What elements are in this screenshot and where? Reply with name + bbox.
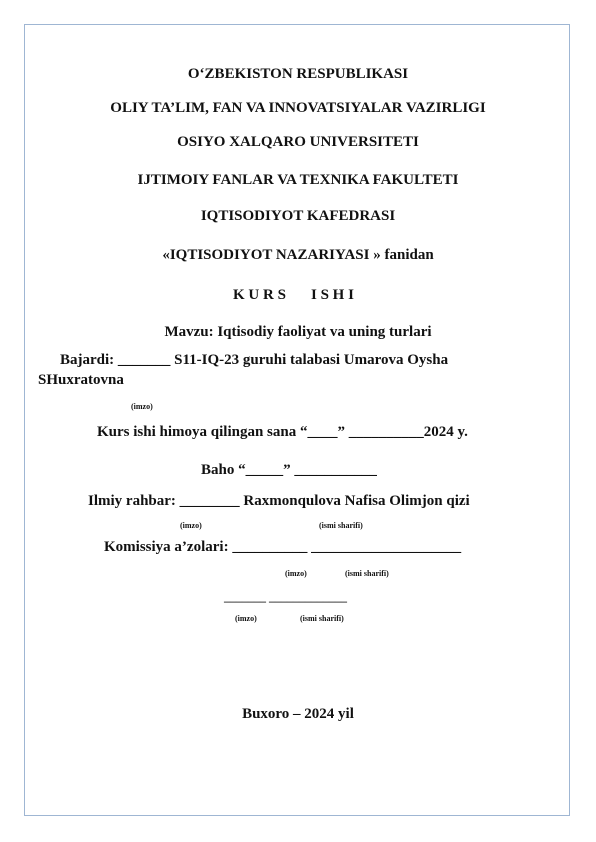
department-heading: IQTISODIYOT KAFEDRASI	[200, 208, 396, 224]
supervisor-imzo-caption: (imzo)	[180, 521, 202, 530]
title-ishi: I S H I	[311, 287, 354, 303]
commission-imzo-caption-2: (imzo)	[235, 614, 257, 623]
commission-ismi-caption-2: (ismi sharifi)	[300, 614, 344, 623]
commission-ismi-caption: (ismi sharifi)	[345, 569, 389, 578]
performer-line: Bajardi: _______ S11-IQ-23 guruhi talabasi Umarova Oysha	[60, 352, 449, 368]
republic-heading: O‘ZBEKISTON RESPUBLIKASI	[187, 66, 409, 82]
title-kurs: K U R S	[233, 287, 286, 303]
supervisor-ismi-caption: (ismi sharifi)	[319, 521, 363, 530]
performer-name-continued: SHuxratovna	[38, 372, 124, 388]
footer-city-year: Buxoro – 2024 yil	[242, 706, 354, 722]
faculty-heading: IJTIMOIY FANLAR VA TEXNIKA FAKULTETI	[137, 172, 459, 188]
commission-line: Komissiya a’zolari: __________ ____________________	[104, 539, 462, 555]
topic-line: Mavzu: Iqtisodiy faoliyat va uning turlari	[164, 324, 432, 340]
ministry-heading: OLIY TA’LIM, FAN VA INNOVATSIYALAR VAZIRLIGI	[110, 100, 486, 116]
university-heading: OSIYO XALQARO UNIVERSITETI	[177, 134, 419, 150]
commission-second-line: _______ _____________	[224, 590, 347, 604]
supervisor-line: Ilmiy rahbar: ________ Raxmonqulova Nafisa Olimjon qizi	[88, 493, 470, 509]
subject-line: «IQTISODIYOT NAZARIYASI » fanidan	[162, 247, 434, 263]
performer-imzo-caption: (imzo)	[131, 402, 153, 411]
grade-line: Baho “_____” ___________	[201, 462, 377, 478]
commission-imzo-caption: (imzo)	[285, 569, 307, 578]
defense-date-line: Kurs ishi himoya qilingan sana “____” __________2024 y.	[97, 424, 468, 440]
